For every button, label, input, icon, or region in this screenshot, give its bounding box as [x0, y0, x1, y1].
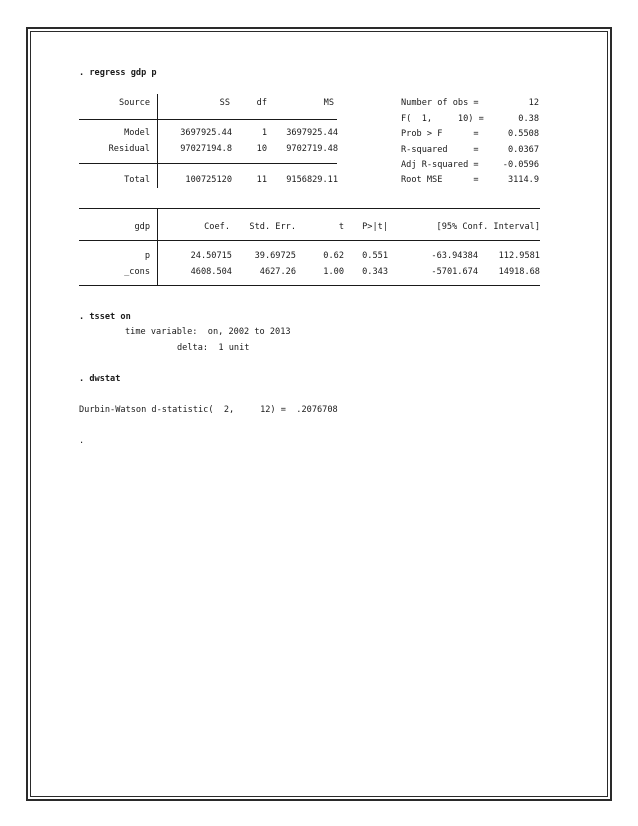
anova-row-model-ss: 3697925.44	[180, 128, 232, 138]
coef-header-se: Std. Err.	[249, 222, 296, 232]
anova-row-residual-ms: 9702719.48	[286, 144, 338, 154]
command-prompt: .	[79, 436, 85, 446]
coef-row-cons-se: 4627.26	[259, 267, 296, 277]
stat-adjrsq-label: Adj R-squared =	[401, 160, 479, 170]
coef-rule-header	[79, 240, 540, 241]
anova-rule-top	[79, 119, 337, 120]
coef-row-p-t: 0.62	[323, 251, 344, 261]
regress-command: . regress gdp p	[79, 68, 157, 78]
anova-row-model-df: 1	[261, 128, 267, 138]
coef-rule-bottom	[79, 285, 540, 286]
stat-rsq-value: 0.0367	[507, 145, 539, 155]
coef-row-cons-ci-high: 14918.68	[498, 267, 540, 277]
coef-row-p-ci-high: 112.9581	[498, 251, 540, 261]
anova-header-ms: MS	[323, 98, 334, 108]
coef-row-p-ci-low: -63.94384	[431, 251, 478, 261]
anova-row-residual-source: Residual	[108, 144, 150, 154]
coef-divider	[157, 208, 158, 285]
anova-divider	[157, 94, 158, 188]
anova-row-total-df: 11	[256, 175, 267, 185]
coef-header-ci: [95% Conf. Interval]	[436, 222, 540, 232]
coef-row-cons-t: 1.00	[323, 267, 344, 277]
anova-row-total-source: Total	[124, 175, 150, 185]
anova-row-total-ms: 9156829.11	[286, 175, 338, 185]
anova-row-model-ms: 3697925.44	[286, 128, 338, 138]
dwstat-result: Durbin-Watson d-statistic( 2, 12) = .2076708	[79, 405, 338, 415]
coef-header-p: P>|t|	[362, 222, 388, 232]
coef-header-coef: Coef.	[204, 222, 230, 232]
stat-nobs-label: Number of obs =	[401, 98, 479, 108]
tsset-time-variable: time variable: on, 2002 to 2013	[125, 327, 291, 337]
stat-rootmse-value: 3114.9	[507, 175, 539, 185]
anova-header-source: Source	[118, 98, 150, 108]
anova-rule-total	[79, 163, 337, 164]
stat-probf-value: 0.5508	[507, 129, 539, 139]
coef-header-var: gdp	[134, 222, 150, 232]
stat-probf-label: Prob > F =	[401, 129, 479, 139]
dwstat-command: . dwstat	[79, 374, 121, 384]
anova-row-residual-ss: 97027194.8	[180, 144, 232, 154]
coef-row-cons-ci-low: -5701.674	[431, 267, 478, 277]
stat-f-value: 0.38	[518, 114, 539, 124]
coef-header-t: t	[338, 222, 344, 232]
coef-row-p-se: 39.69725	[254, 251, 296, 261]
tsset-command: . tsset on	[79, 312, 131, 322]
tsset-delta: delta: 1 unit	[177, 343, 250, 353]
anova-header-ss: SS	[219, 98, 230, 108]
stat-nobs-value: 12	[528, 98, 539, 108]
stat-adjrsq-value: -0.0596	[502, 160, 539, 170]
coef-row-cons-coef: 4608.504	[190, 267, 232, 277]
anova-row-residual-df: 10	[256, 144, 267, 154]
anova-row-model-source: Model	[124, 128, 150, 138]
coef-rule-top	[79, 208, 540, 209]
anova-header-df: df	[256, 98, 267, 108]
stat-rootmse-label: Root MSE =	[401, 175, 479, 185]
coef-row-cons-pval: 0.343	[362, 267, 388, 277]
stat-f-label: F( 1, 10) =	[401, 114, 484, 124]
coef-row-cons-var: _cons	[124, 267, 150, 277]
coef-row-p-coef: 24.50715	[190, 251, 232, 261]
stat-rsq-label: R-squared =	[401, 145, 479, 155]
coef-row-p-var: p	[144, 251, 150, 261]
coef-row-p-pval: 0.551	[362, 251, 388, 261]
anova-row-total-ss: 100725120	[185, 175, 232, 185]
